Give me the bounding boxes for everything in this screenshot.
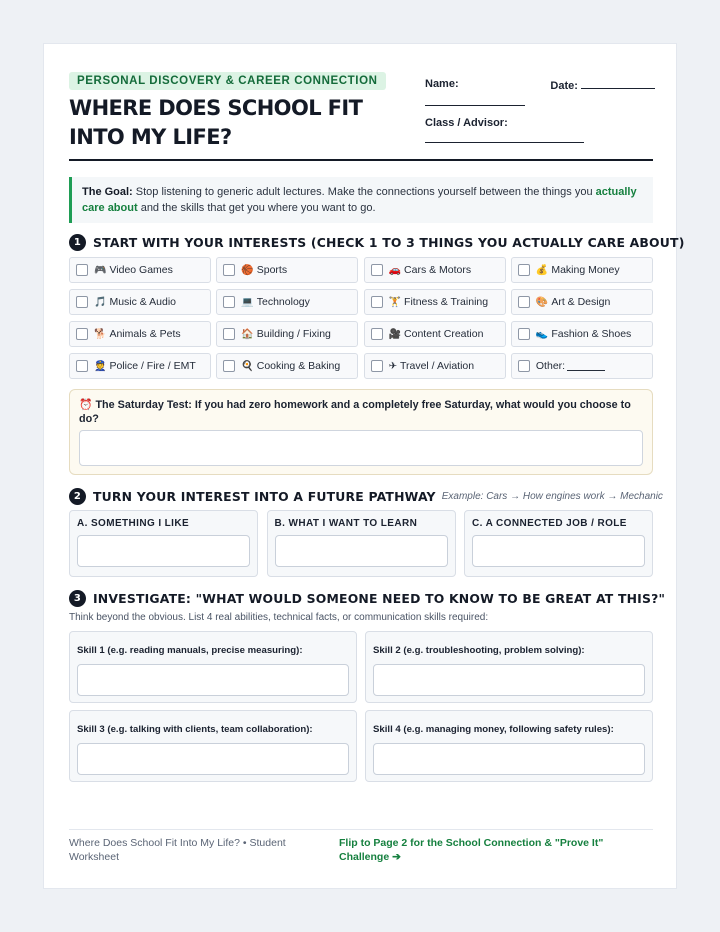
pathway-answer-job[interactable] — [472, 535, 645, 567]
interest-icon: 🎵 — [94, 296, 107, 308]
section-1-title: START WITH YOUR INTERESTS (CHECK 1 TO 3 THINGS YOU ACTUALLY CARE ABOUT) — [93, 235, 685, 250]
checkbox[interactable] — [76, 360, 88, 372]
category-badge: PERSONAL DISCOVERY & CAREER CONNECTION — [69, 72, 386, 90]
interest-option[interactable] — [69, 257, 211, 283]
interest-icon: 🎨 — [535, 296, 549, 308]
section-3-heading — [69, 590, 665, 607]
interest-icon: 💰 — [535, 264, 549, 276]
checkbox[interactable] — [76, 328, 88, 340]
skill-label-2: Skill 2 (e.g. troubleshooting, problem solving): — [373, 645, 585, 656]
interest-icon: 🏠 — [241, 328, 254, 340]
checkbox[interactable] — [223, 264, 235, 276]
skill-card-1 — [69, 631, 357, 703]
skills-grid — [69, 631, 653, 782]
header-divider — [69, 159, 653, 161]
skill-label-1: Skill 1 (e.g. reading manuals, precise measuring): — [77, 645, 303, 656]
saturday-answer-field[interactable] — [79, 430, 643, 466]
interest-option[interactable] — [364, 289, 506, 315]
page-title: WHERE DOES SCHOOL FIT INTO MY LIFE? — [69, 96, 363, 149]
name-field[interactable] — [425, 95, 655, 109]
interest-option[interactable] — [511, 353, 653, 379]
footer-next-page: Flip to Page 2 for the School Connection & "Prove It" Challenge ➔ — [339, 837, 604, 863]
date-label: Date: — [550, 80, 578, 92]
section-3-instruction: Think beyond the obvious. List 4 real abilities, technical facts, or communication skills required: — [69, 612, 489, 623]
section-2-example: Example: Cars → How engines work → Mechanic — [441, 491, 663, 502]
pathway-label-learn: B. WHAT I WANT TO LEARN — [274, 518, 418, 529]
interest-option[interactable] — [364, 353, 506, 379]
interest-icon: 💻 — [241, 296, 254, 308]
skill-card-4 — [365, 710, 653, 782]
checkbox[interactable] — [371, 360, 383, 372]
saturday-question-text: The Saturday Test: If you had zero homework and a completely free Saturday, what would you choose to do? — [79, 399, 631, 425]
skill-card-2 — [365, 631, 653, 703]
pathway-label-like: A. SOMETHING I LIKE — [77, 518, 190, 529]
interest-label: Cooking & Baking — [256, 360, 341, 372]
interest-option[interactable] — [511, 257, 653, 283]
checkbox[interactable] — [76, 264, 88, 276]
interest-label: Fashion & Shoes — [551, 328, 632, 340]
interest-option[interactable] — [69, 353, 211, 379]
interest-icon: 🎮 — [94, 264, 107, 276]
interest-option[interactable] — [216, 353, 358, 379]
checkbox[interactable] — [518, 296, 530, 308]
interest-icon: 🎥 — [388, 328, 402, 340]
section-2-heading — [69, 488, 663, 505]
saturday-test-box — [69, 389, 653, 475]
interest-icon: 👮 — [94, 360, 107, 372]
class-field[interactable] — [425, 132, 655, 146]
interest-label: Other: — [535, 360, 566, 372]
class-label: Class / Advisor: — [425, 117, 508, 129]
footer-title: Where Does School Fit Into My Life? • Student Worksheet — [69, 837, 286, 863]
interest-option[interactable] — [511, 321, 653, 347]
checkbox[interactable] — [518, 360, 530, 372]
goal-callout — [69, 177, 653, 223]
name-label: Name: — [425, 78, 459, 90]
checkbox[interactable] — [371, 264, 383, 276]
interest-option[interactable] — [216, 321, 358, 347]
other-write-in-line[interactable] — [567, 362, 605, 371]
alarm-clock-icon: ⏰ — [79, 398, 93, 411]
interest-option[interactable] — [216, 289, 358, 315]
goal-highlight: actually care about — [82, 186, 637, 214]
interest-label: Sports — [256, 264, 288, 276]
checkbox[interactable] — [518, 328, 530, 340]
name-date-row — [425, 78, 655, 92]
checkbox[interactable] — [223, 328, 235, 340]
section-1-number: 1 — [69, 234, 86, 251]
interest-label: Building / Fixing — [256, 328, 331, 340]
interest-icon: ✈ — [388, 360, 397, 372]
interest-icon: 🏀 — [241, 264, 254, 276]
checkbox[interactable] — [371, 296, 383, 308]
checkbox[interactable] — [518, 264, 530, 276]
interest-option[interactable] — [216, 257, 358, 283]
skill-label-3: Skill 3 (e.g. talking with clients, team collaboration): — [77, 724, 313, 735]
interest-label: Police / Fire / EMT — [109, 360, 196, 372]
interest-option[interactable] — [364, 257, 506, 283]
interest-label: Technology — [256, 296, 310, 308]
skill-answer-1[interactable] — [77, 664, 349, 696]
pathway-card-learn — [267, 510, 456, 577]
section-2-title: TURN YOUR INTEREST INTO A FUTURE PATHWAY — [93, 489, 436, 504]
footer-divider — [69, 829, 653, 830]
interest-checklist — [69, 257, 653, 379]
interest-icon: 👟 — [535, 328, 549, 340]
skill-answer-2[interactable] — [373, 664, 645, 696]
class-line — [425, 132, 584, 143]
interest-label: Fitness & Training — [404, 296, 489, 308]
interest-option[interactable] — [364, 321, 506, 347]
section-3-title: INVESTIGATE: "WHAT WOULD SOMEONE NEED TO KNOW TO BE GREAT AT THIS?" — [93, 591, 666, 606]
goal-lead: The Goal: — [82, 186, 133, 198]
goal-text-2: and the skills that get you where you want to go. — [137, 202, 376, 214]
interest-label: Animals & Pets — [109, 328, 181, 340]
interest-label: Travel / Aviation — [399, 360, 475, 372]
worksheet-page — [43, 43, 685, 889]
pathway-card-job — [464, 510, 653, 577]
checkbox[interactable] — [76, 296, 88, 308]
interest-option[interactable] — [69, 289, 211, 315]
interest-label: Video Games — [109, 264, 173, 276]
skill-card-3 — [69, 710, 357, 782]
section-2-number: 2 — [69, 488, 86, 505]
section-1-heading — [69, 234, 685, 251]
saturday-question — [79, 398, 643, 426]
interest-icon: 🏋 — [388, 296, 402, 308]
interest-icon: 🐕 — [94, 328, 107, 340]
interest-label: Music & Audio — [109, 296, 176, 308]
checkbox[interactable] — [223, 360, 235, 372]
checkbox[interactable] — [223, 296, 235, 308]
interest-option[interactable] — [69, 321, 211, 347]
pathway-answer-like[interactable] — [77, 535, 250, 567]
skill-answer-4[interactable] — [373, 743, 645, 775]
interest-label: Making Money — [551, 264, 620, 276]
pathway-label-job: C. A CONNECTED JOB / ROLE — [472, 518, 627, 529]
goal-text-1: Stop listening to generic adult lectures. Make the connections yourself between the things you — [132, 186, 596, 198]
date-field[interactable] — [550, 78, 655, 92]
interest-label: Content Creation — [404, 328, 484, 340]
pathway-row — [69, 510, 653, 577]
section-3-number: 3 — [69, 590, 86, 607]
checkbox[interactable] — [371, 328, 383, 340]
pathway-answer-learn[interactable] — [275, 535, 448, 567]
interest-icon: 🍳 — [241, 360, 254, 372]
skill-answer-3[interactable] — [77, 743, 349, 775]
student-info — [425, 78, 655, 146]
interest-label: Art & Design — [551, 296, 611, 308]
date-line — [581, 78, 655, 89]
skill-label-4: Skill 4 (e.g. managing money, following safety rules): — [373, 724, 614, 735]
interest-icon: 🚗 — [388, 264, 402, 276]
interest-option[interactable] — [511, 289, 653, 315]
interest-label: Cars & Motors — [404, 264, 472, 276]
name-line — [425, 95, 525, 106]
pathway-card-like — [69, 510, 258, 577]
